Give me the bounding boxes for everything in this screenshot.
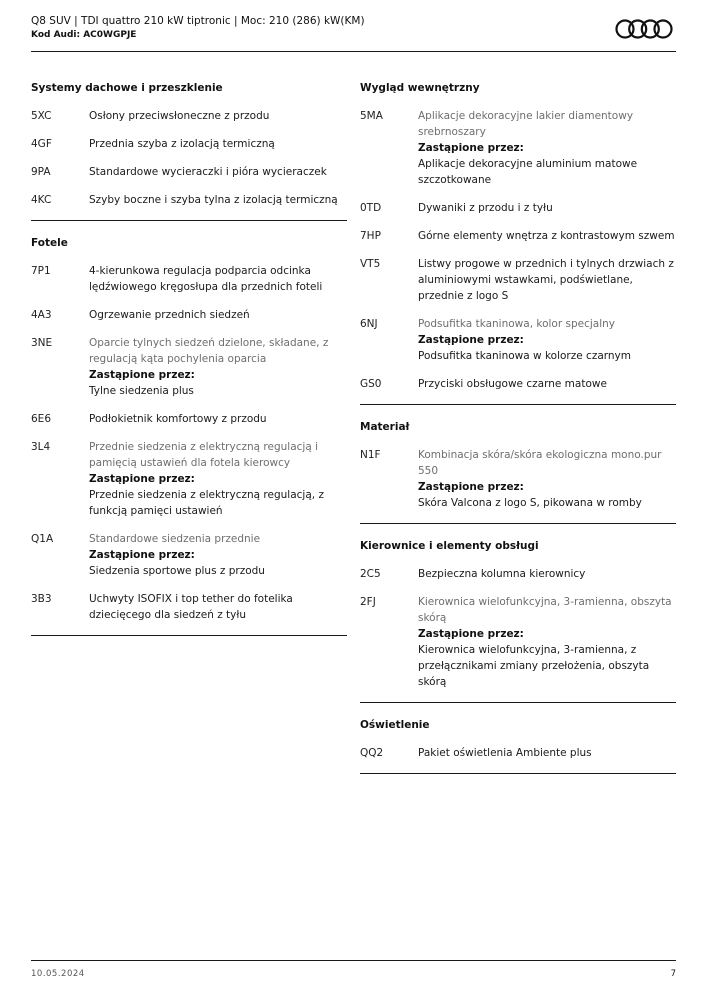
replaced-option-text: Standardowe siedzenia przednie	[89, 533, 261, 545]
option-code: 3B3	[31, 593, 52, 605]
option-code: 3NE	[31, 337, 53, 349]
option-description	[418, 316, 676, 364]
option-description	[89, 411, 347, 427]
replaced-by-label: Zastąpione przez:	[89, 549, 195, 561]
option-text: Bezpieczna kolumna kierownicy	[418, 568, 586, 580]
replaced-by-label: Zastąpione przez:	[89, 369, 195, 381]
option-description	[418, 200, 676, 216]
replacement-option-text: Tylne siedzenia plus	[89, 385, 194, 397]
spec-row	[31, 164, 347, 192]
option-text: Uchwyty ISOFIX i top tether do fotelika dziecięcego dla siedzeń z tyłu	[89, 593, 293, 621]
option-code: QQ2	[360, 747, 384, 759]
option-description	[418, 108, 676, 188]
replacement-option-text: Skóra Valcona z logo S, pikowana w romby	[418, 497, 642, 509]
replaced-by-label: Zastąpione przez:	[89, 473, 195, 485]
replacement-option-text: Kierownica wielofunkcyjna, 3-ramienna, z przełącznikami zmiany przełożenia, obszyta skórą	[418, 644, 650, 688]
replacement-option-text: Przednie siedzenia z elektryczną regulacją, z funkcją pamięci ustawień	[89, 489, 324, 517]
spec-row	[31, 108, 347, 136]
replaced-by-label: Zastąpione przez:	[418, 334, 524, 346]
spec-row	[360, 447, 676, 523]
option-code: N1F	[360, 449, 381, 461]
option-text: Ogrzewanie przednich siedzeń	[89, 309, 250, 321]
option-description	[418, 447, 676, 511]
spec-row	[360, 228, 676, 256]
option-text: Listwy progowe w przednich i tylnych drzwiach z aluminiowymi wstawkami, podświetlane, przednie z logo S	[418, 258, 674, 302]
spec-row	[31, 335, 347, 411]
option-code: 5MA	[360, 110, 383, 122]
spec-section	[31, 220, 347, 636]
option-description	[89, 307, 347, 323]
option-description	[89, 164, 347, 180]
spec-row	[360, 594, 676, 702]
spec-row	[360, 745, 676, 773]
header-divider	[31, 51, 676, 52]
option-code: 2C5	[360, 568, 381, 580]
replaced-option-text: Podsufitka tkaninowa, kolor specjalny	[418, 318, 615, 330]
option-code: 0TD	[360, 202, 382, 214]
spec-row	[31, 591, 347, 635]
option-code: 6E6	[31, 413, 51, 425]
option-description	[89, 108, 347, 124]
option-code: VT5	[360, 258, 381, 270]
audi-code: Kod Audi: AC0WGPJE	[31, 30, 137, 40]
spec-section	[31, 66, 347, 220]
option-text: Standardowe wycieraczki i pióra wycieraczek	[89, 166, 327, 178]
option-text: Szyby boczne i szyba tylna z izolacją termiczną	[89, 194, 338, 206]
section-title: Systemy dachowe i przeszklenie	[31, 82, 223, 94]
replaced-by-label: Zastąpione przez:	[418, 628, 524, 640]
spec-row	[360, 200, 676, 228]
option-text: Przyciski obsługowe czarne matowe	[418, 378, 607, 390]
option-description	[418, 256, 676, 304]
page-header	[31, 14, 676, 54]
option-text: Pakiet oświetlenia Ambiente plus	[418, 747, 592, 759]
option-text: Podłokietnik komfortowy z przodu	[89, 413, 267, 425]
spec-row	[360, 566, 676, 594]
option-code: GS0	[360, 378, 382, 390]
option-description	[89, 136, 347, 152]
model-description: Q8 SUV | TDI quattro 210 kW tiptronic | Moc: 210 (286) kW(KM)	[31, 15, 365, 27]
section-title: Kierownice i elementy obsługi	[360, 540, 539, 552]
option-text: Górne elementy wnętrza z kontrastowym szwem	[418, 230, 675, 242]
spec-row	[31, 439, 347, 531]
option-description	[89, 192, 347, 208]
spec-row	[31, 136, 347, 164]
spec-row	[360, 256, 676, 316]
option-code: 9PA	[31, 166, 51, 178]
option-code: 5XC	[31, 110, 52, 122]
spec-row	[31, 263, 347, 307]
replaced-option-text: Aplikacje dekoracyjne lakier diamentowy srebrnoszary	[418, 110, 634, 138]
spec-row	[31, 307, 347, 335]
spec-row	[31, 411, 347, 439]
spec-section	[360, 702, 676, 774]
option-description	[418, 594, 676, 690]
spec-row	[31, 531, 347, 591]
option-description	[418, 376, 676, 392]
section-title: Fotele	[31, 237, 68, 249]
spec-row	[360, 108, 676, 200]
option-code: 6NJ	[360, 318, 378, 330]
footer-divider	[31, 960, 676, 961]
section-title: Materiał	[360, 421, 410, 433]
replaced-by-label: Zastąpione przez:	[418, 481, 524, 493]
option-code: Q1A	[31, 533, 54, 545]
audi-rings-logo-icon	[614, 18, 674, 40]
spec-section	[360, 404, 676, 523]
option-code: 4KC	[31, 194, 52, 206]
replacement-option-text: Aplikacje dekoracyjne aluminium matowe szczotkowane	[418, 158, 638, 186]
spec-row	[31, 192, 347, 220]
option-description	[418, 745, 676, 761]
replaced-option-text: Przednie siedzenia z elektryczną regulacją i pamięcią ustawień dla fotela kierowcy	[89, 441, 319, 469]
left-column	[31, 66, 347, 636]
page-number: 7	[670, 969, 676, 979]
option-description	[418, 228, 676, 244]
replacement-option-text: Siedzenia sportowe plus z przodu	[89, 565, 265, 577]
option-text: Przednia szyba z izolacją termiczną	[89, 138, 275, 150]
option-code: 4A3	[31, 309, 52, 321]
spec-row	[360, 316, 676, 376]
option-text: Osłony przeciwsłoneczne z przodu	[89, 110, 270, 122]
footer-date: 10.05.2024	[31, 969, 85, 979]
spec-section	[360, 66, 676, 404]
section-title: Oświetlenie	[360, 719, 430, 731]
replaced-by-label: Zastąpione przez:	[418, 142, 524, 154]
option-code: 7P1	[31, 265, 51, 277]
right-column	[360, 66, 676, 774]
option-code: 3L4	[31, 441, 51, 453]
option-text: 4-kierunkowa regulacja podparcia odcinka lędźwiowego kręgosłupa dla przednich foteli	[89, 265, 323, 293]
option-code: 7HP	[360, 230, 381, 242]
option-description	[418, 566, 676, 582]
option-description	[89, 591, 347, 623]
replacement-option-text: Podsufitka tkaninowa w kolorze czarnym	[418, 350, 631, 362]
spec-section	[360, 523, 676, 702]
option-code: 4GF	[31, 138, 52, 150]
replaced-option-text: Kombinacja skóra/skóra ekologiczna mono.pur 550	[418, 449, 662, 477]
option-description	[89, 335, 347, 399]
option-description	[89, 263, 347, 295]
option-code: 2FJ	[360, 596, 376, 608]
option-text: Dywaniki z przodu i z tyłu	[418, 202, 553, 214]
option-description	[89, 531, 347, 579]
section-title: Wygląd wewnętrzny	[360, 82, 480, 94]
replaced-option-text: Kierownica wielofunkcyjna, 3-ramienna, obszyta skórą	[418, 596, 672, 624]
spec-row	[360, 376, 676, 404]
option-description	[89, 439, 347, 519]
replaced-option-text: Oparcie tylnych siedzeń dzielone, składane, z regulacją kąta pochylenia oparcia	[89, 337, 329, 365]
